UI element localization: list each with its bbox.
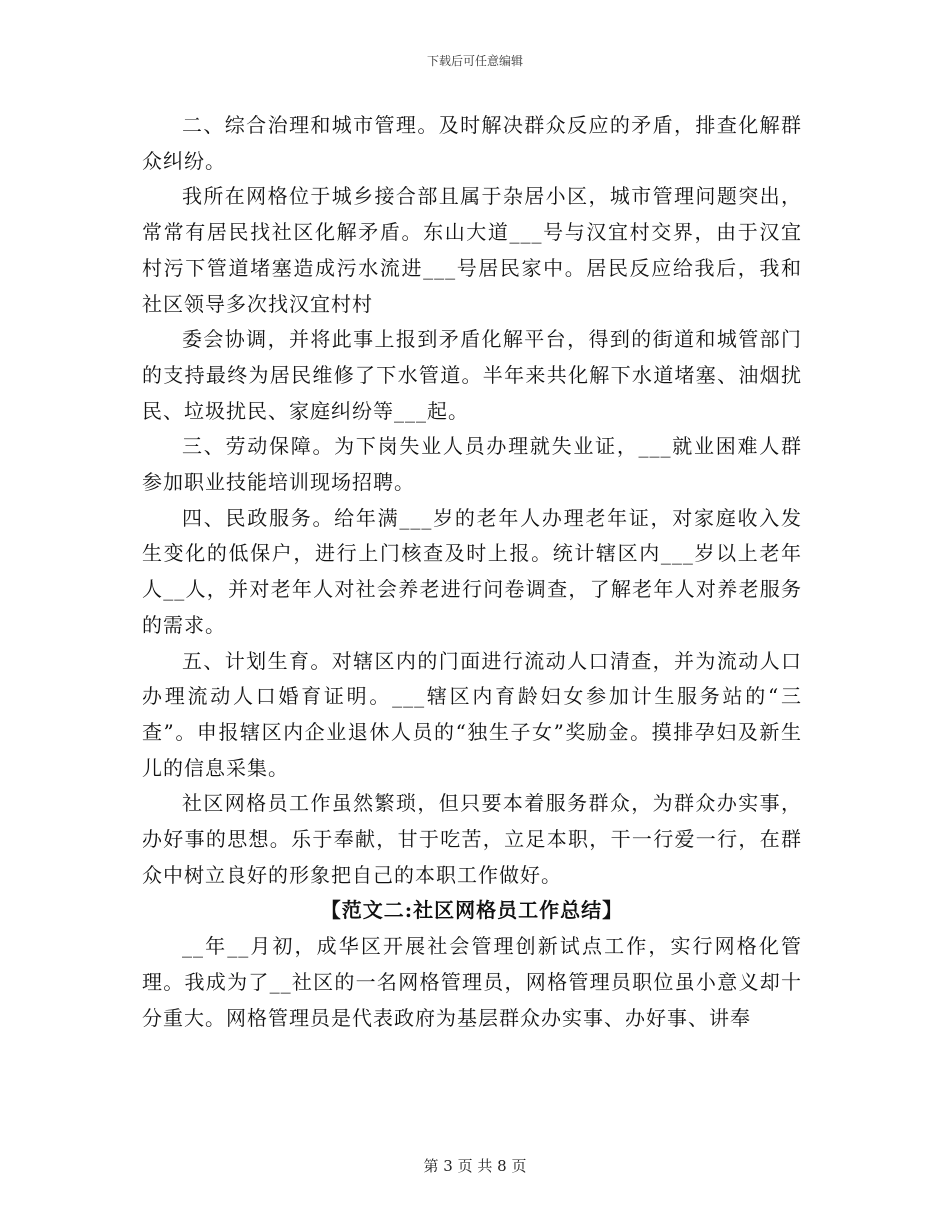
paragraph-family-planning: 五、计划生育。对辖区内的门面进行流动人口清查，并为流动人口办理流动人口婚育证明。___辖区内育龄妇女参加计生服务站的“三查”。申报辖区内企业退休人员的“独生子女”奖励金。摸排孕妇及新生儿的信息采集。 xyxy=(142,648,802,780)
page-number: 第 3 页 共 8 页 xyxy=(423,1157,527,1175)
paragraph-section-intro: __年__月初，成华区开展社会管理创新试点工作，实行网格化管理。我成为了__社区的一名网格管理员，网格管理员职位虽小意义却十分重大。网格管理员是代表政府为基层群众办实事、办好事、讲奉 xyxy=(142,934,802,1030)
document-body xyxy=(142,108,802,1036)
paragraph-committee-coordination: 委会协调，并将此事上报到矛盾化解平台，得到的街道和城管部门的支持最终为居民维修了下水管道。半年来共化解下水道堵塞、油烟扰民、垃圾扰民、家庭纠纷等___起。 xyxy=(142,327,802,423)
paragraph-grid-location: 我所在网格位于城乡接合部且属于杂居小区，城市管理问题突出，常常有居民找社区化解矛盾。东山大道___号与汉宜村交界，由于汉宜村污下管道堵塞造成污水流进___号居民家中。居民反应给我后，我和社区领导多次找汉宜村村 xyxy=(142,184,802,316)
paragraph-comprehensive-governance: 二、综合治理和城市管理。及时解决群众反应的矛盾，排查化解群众纠纷。 xyxy=(142,113,802,173)
page-header-note: 下载后可任意编辑 xyxy=(426,54,523,68)
section-heading: 【范文二:社区网格员工作总结】 xyxy=(320,898,624,923)
paragraph-civil-affairs: 四、民政服务。给年满___岁的老年人办理老年证，对家庭收入发生变化的低保户，进行上门核查及时上报。统计辖区内___岁以上老年人__人，并对老年人对社会养老进行问卷调查，了解老年人对养老服务的需求。 xyxy=(142,505,802,637)
paragraph-labor-security: 三、劳动保障。为下岗失业人员办理就失业证，___就业困难人群参加职业技能培训现场招聘。 xyxy=(142,434,802,495)
paragraph-conclusion: 社区网格员工作虽然繁琐，但只要本着服务群众，为群众办实事，办好事的思想。乐于奉献，甘于吃苦，立足本职，干一行爱一行，在群众中树立良好的形象把自己的本职工作做好。 xyxy=(142,791,802,887)
